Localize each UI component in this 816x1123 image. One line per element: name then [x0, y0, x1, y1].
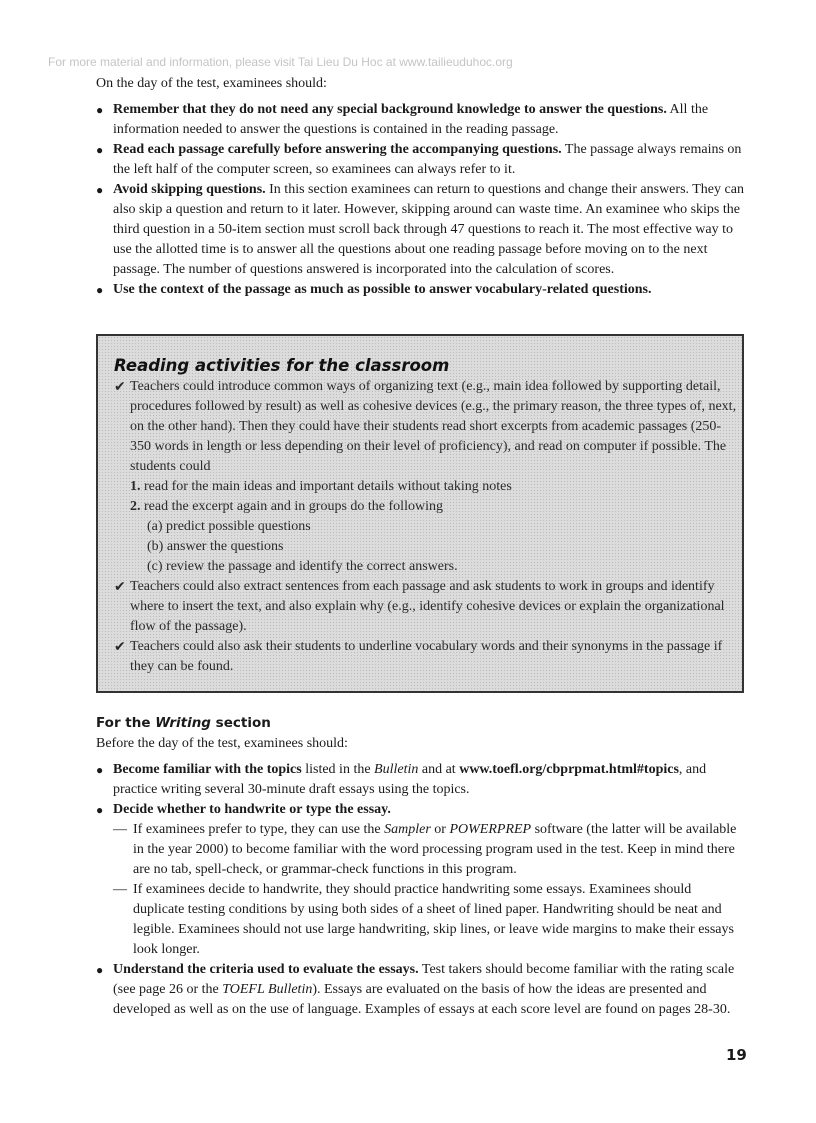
test-day-tips-list — [96, 100, 744, 300]
list-item: ● Understand the criteria used to evaluate the essays. Test takers should become familiar with the rating scale (see page 26 or the TOEFL Bulletin). Essays are evaluated on the basis of how the ideas are presented and developed as well as on the use of language. Examples of essays at each score level are found on pages 28-30. — [96, 960, 744, 1020]
list-item: ● Become familiar with the topics listed in the Bulletin and at www.toefl.org/cbprpmat.html#topics, and practice writing several 30-minute draft essays using the topics. — [96, 760, 744, 800]
activity-item: ✔ Teachers could introduce common ways of organizing text (e.g., main idea followed by supporting detail, procedures followed by result) as well as cohesive devices (e.g., the primary reason, the three types of, next, on the other hand). Then they could have their students read short excerpts from academic passages (250-350 words in length or less depending on their level of proficiency), and read on computer if possible. The students could — [114, 379, 737, 474]
box-body — [114, 377, 740, 677]
step-item: 2. read the excerpt again and in groups do the following — [130, 499, 443, 514]
writing-section-heading: For the Writing section — [96, 715, 271, 731]
watermark: For more material and information, please visit Tai Lieu Du Hoc at www.tailieuduhoc.org — [48, 55, 513, 69]
page-number: 19 — [726, 1046, 747, 1064]
list-item: ● Remember that they do not need any special background knowledge to answer the questions. All the information needed to answer the questions is contained in the reading passage. — [96, 100, 744, 140]
step-item: 1. read for the main ideas and important details without taking notes — [130, 479, 512, 494]
activity-item: ✔ Teachers could also extract sentences from each passage and ask students to work in groups and identify where to insert the text, and also explain why (e.g., identify cohesive devices or explain the organizational flow of the passage). — [114, 579, 725, 634]
intro-text: On the day of the test, examinees should: — [96, 76, 327, 91]
list-item: ● Decide whether to handwrite or type the essay. — If examinees prefer to type, they can use the Sampler or POWERPREP software (the latter will be available in the year 2000) to become familiar with the word processing program used in the test. Keep in mind there are no tab, spell-check, or grammar-check functions in this program. — If examinees decide to handwrite, they should practice handwriting some essays. Examinees should duplicate testing conditions by using both sides of a sheet of lined paper. Handwriting should be neat and legible. Examinees should not use large handwriting, skip lines, or leave wide margins to make their essays look longer. — [96, 800, 744, 960]
dash-item: — If examinees prefer to type, they can use the Sampler or POWERPREP software (the latter will be available in the year 2000) to become familiar with the word processing program used in the test. Keep in mind there are no tab, spell-check, or grammar-check functions in this program. — [113, 822, 737, 877]
activity-item: ✔ Teachers could also ask their students to underline vocabulary words and their synonyms in the passage if they can be found. — [114, 639, 723, 674]
box-title: Reading activities for the classroom — [114, 356, 450, 375]
checkmark-icon: ✔ — [114, 579, 126, 595]
topics-link[interactable]: www.toefl.org/cbprpmat.html#topics — [459, 762, 679, 777]
list-item: ● Read each passage carefully before answering the accompanying questions. The passage always remains on the left half of the computer screen, so examinees can always refer to it. — [96, 140, 744, 180]
sub-step-item: (c) review the passage and identify the correct answers. — [147, 559, 458, 574]
list-item: ● Use the context of the passage as much as possible to answer vocabulary-related questions. — [96, 280, 744, 300]
sub-step-item: (a) predict possible questions — [147, 519, 311, 534]
sub-step-item: (b) answer the questions — [147, 539, 284, 554]
dash-item: — If examinees decide to handwrite, they should practice handwriting some essays. Examinees should duplicate testing conditions by using both sides of a sheet of lined paper. Handwriting should be neat and legible. Examinees should not use large handwriting, skip lines, or leave wide margins to make their essays look longer. — [113, 882, 734, 957]
checkmark-icon: ✔ — [114, 639, 126, 655]
writing-intro-text: Before the day of the test, examinees should: — [96, 736, 348, 751]
writing-tips-list — [96, 760, 744, 1020]
checkmark-icon: ✔ — [114, 379, 126, 395]
list-item: ● Avoid skipping questions. In this section examinees can return to questions and change their answers. They can also skip a question and return to it later. However, skipping around can waste time. An examinee who skips the third question in a 50-item section must scroll back through 47 questions to reach it. The most effective way to use the allotted time is to answer all the questions about one reading passage before moving on to the next passage. The number of questions answered is incorporated into the calculation of scores. — [96, 180, 744, 280]
classroom-activities-box — [96, 334, 744, 693]
